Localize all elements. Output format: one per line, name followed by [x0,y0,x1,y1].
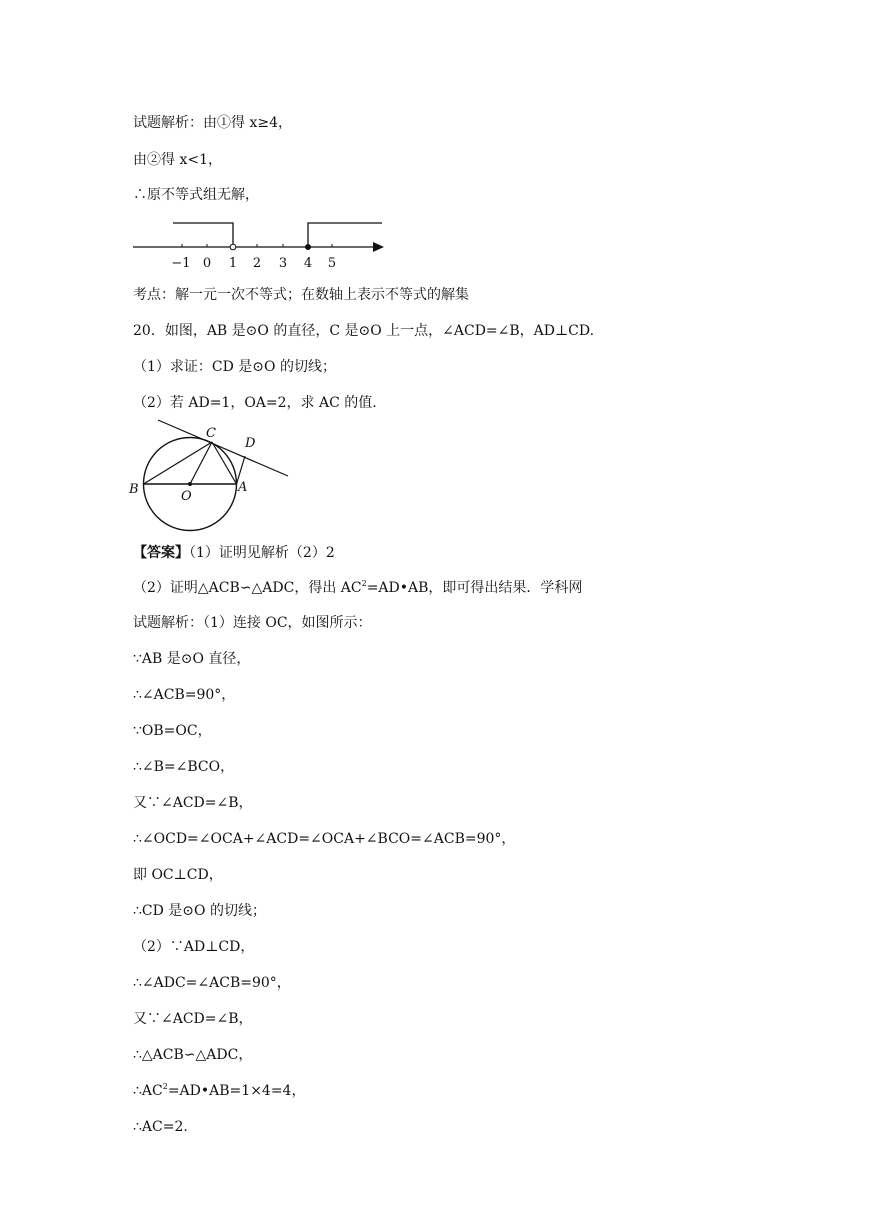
kaodian-line: 考点：解一元一次不等式；在数轴上表示不等式的解集 [133,287,469,303]
answer-line [133,544,335,562]
tick-label: 1 [228,256,238,271]
solution-step: ∴∠OCD=∠OCA+∠ACD=∠OCA+∠BCO=∠ACB=90°， [133,831,516,847]
circle-tangent-figure [128,418,296,534]
solution-step-final [133,1082,305,1100]
label-O: O [181,489,192,504]
solution-step: ∵OB=OC， [133,723,212,739]
answer-hint-line [133,579,582,597]
label-D: D [245,436,256,451]
analysis-line-1: 试题解析：由①得 x≥4， [133,115,292,131]
final-sup: 2 [162,1082,168,1091]
solution-step: 即 OC⊥CD， [133,867,223,883]
tick-label: 0 [202,256,212,271]
tick-label: 4 [303,256,313,271]
solution-step: ∴∠ACB=90°， [133,687,236,703]
open-point [230,244,236,250]
tick-label: 5 [327,256,337,271]
solution-conclusion: ∴AC=2. [133,1119,188,1135]
hint-sup: 2 [361,579,367,588]
closed-point [305,244,311,250]
hint-part-a: （2）证明△ACB∽△ADC，得出 AC [133,580,362,596]
label-C: C [206,426,216,441]
q20-part2: （2）若 AD=1，OA=2，求 AC 的值. [133,395,377,411]
solution-step: ∴CD 是⊙O 的切线； [133,903,266,919]
tick-label: 3 [278,256,288,271]
analysis-line-2: 由②得 x<1， [133,152,222,168]
solution-step: 又∵∠ACD=∠B， [133,795,253,811]
solution-step: ∴∠ADC=∠ACB=90°， [133,975,291,991]
q20-part1: （1）求证：CD 是⊙O 的切线； [133,359,336,375]
tick-label: 2 [252,256,262,271]
q20-stem: 20．如图，AB 是⊙O 的直径，C 是⊙O 上一点，∠ACD=∠B，AD⊥CD. [133,323,595,339]
answer-tag: 【答案】 [133,545,189,561]
analysis-line-3: ∴原不等式组无解， [133,187,259,203]
solution-step: （2）∵AD⊥CD， [133,939,255,955]
solution-step: 试题解析：（1）连接 OC，如图所示： [133,615,372,631]
solution-step: ∴△ACB∽△ADC， [133,1047,253,1063]
hint-part-b: =AD•AB，即可得出结果．学科网 [366,580,583,596]
solution-step: ∵AB 是⊙O 直径， [133,651,251,667]
answer-text: （1）证明见解析（2）2 [189,545,335,561]
final-part-a: ∴AC [133,1083,163,1099]
solution-step: 又∵∠ACD=∠B， [133,1011,253,1027]
final-part-b: =AD•AB=1×4=4， [167,1083,306,1099]
tick-label: −1 [171,256,191,271]
label-B: B [129,482,139,497]
solution-step: ∴∠B=∠BCO， [133,759,235,775]
number-line-figure [130,215,390,273]
label-A: A [238,480,248,495]
